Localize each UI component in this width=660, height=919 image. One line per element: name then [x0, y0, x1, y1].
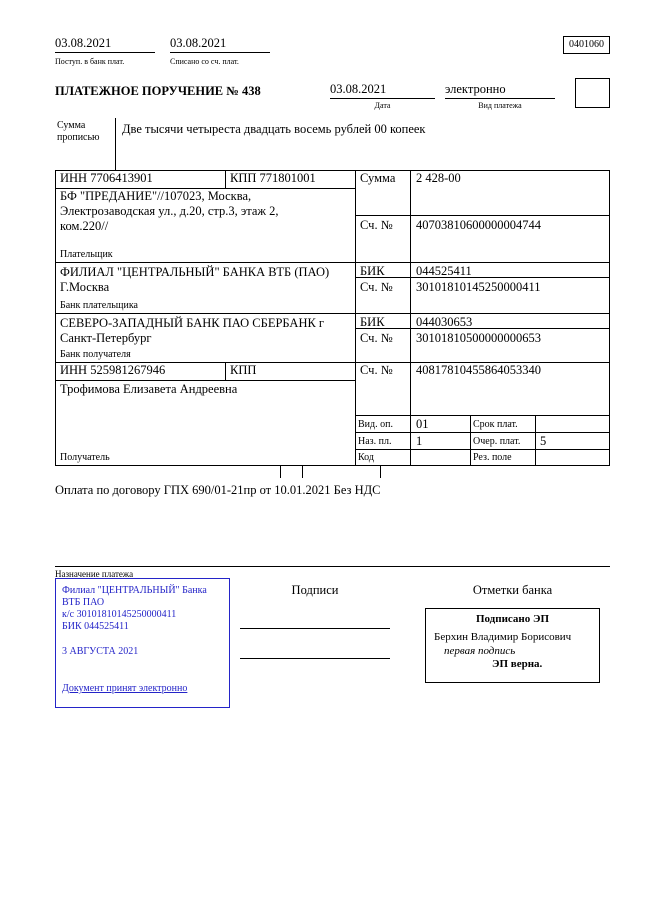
received-in-bank-date: 03.08.2021 — [55, 36, 155, 53]
table-line — [355, 432, 610, 433]
debited-label: Списано со сч. плат. — [170, 57, 239, 66]
payee-name: Трофимова Елизавета Андреевна — [60, 382, 238, 396]
table-line — [225, 362, 226, 380]
stamp-bank-name: Филиал "ЦЕНТРАЛЬНЫЙ" Банка ВТБ ПАО — [62, 585, 207, 608]
table-line — [55, 380, 355, 381]
payer-kpp: КПП 771801001 — [230, 171, 316, 185]
payee-inn: ИНН 525981267946 — [60, 363, 166, 377]
payer-bank-account-label: Сч. № — [360, 280, 393, 294]
payee-account-label: Сч. № — [360, 363, 393, 377]
payee-kpp-label: КПП — [230, 363, 257, 377]
payer-bank-bik: 044525411 — [416, 264, 472, 278]
table-line — [355, 328, 610, 329]
form-code-box: 0401060 — [563, 36, 610, 54]
signature-line — [240, 658, 390, 659]
priority-value: 5 — [540, 434, 547, 448]
esign-title: Подписано ЭП — [475, 613, 550, 625]
form-tick — [302, 466, 303, 478]
payer-name: БФ "ПРЕДАНИЕ"//107023, Москва, Электрозаводская ул., д.20, стр.3, этаж 2, ком.220// — [60, 189, 279, 233]
esign-signer-name: Берхин Владимир Борисович — [434, 630, 572, 643]
status-box — [575, 78, 610, 108]
payer-bank-name: ФИЛИАЛ "ЦЕНТРАЛЬНЫЙ" БАНКА ВТБ (ПАО) Г.Москва — [60, 265, 330, 294]
payment-kind-label: Вид платежа — [478, 101, 522, 110]
stamp-date: 3 АВГУСТА 2021 — [62, 646, 139, 657]
amount-words-label: Сумма прописью — [57, 120, 100, 143]
payer-bank-account: 30101810145250000411 — [416, 280, 541, 294]
sum-value: 2 428-00 — [416, 171, 461, 185]
payment-kind: электронно — [445, 82, 555, 99]
payment-purpose-text: Оплата по договору ГПХ 690/01-21пр от 10.01.2021 Без НДС — [55, 483, 381, 497]
table-line — [225, 170, 226, 188]
payer-bank-label: Банк плательщика — [60, 300, 138, 311]
payer-account: 40703810600000004744 — [416, 218, 541, 232]
code-label: Код — [358, 452, 374, 463]
payee-bank-name: СЕВЕРО-ЗАПАДНЫЙ БАНК ПАО СБЕРБАНК г Санкт-Петербург — [60, 316, 325, 345]
debited-date: 03.08.2021 — [170, 36, 270, 53]
reserve-field-label: Рез. поле — [473, 452, 512, 463]
payee-bank-label: Банк получателя — [60, 349, 131, 360]
table-line — [55, 313, 610, 314]
esign-subtitle: первая подпись — [444, 644, 516, 657]
stamp-note: Документ принят электронно — [62, 683, 188, 694]
table-line — [355, 215, 610, 216]
payer-bank-bik-label: БИК — [360, 264, 385, 278]
amount-words-divider — [115, 118, 116, 170]
table-line — [355, 449, 610, 450]
payer-inn: ИНН 7706413901 — [60, 171, 153, 185]
form-tick — [380, 466, 381, 478]
payment-purpose-label: Назначение платежа — [55, 569, 134, 579]
payee-bank-account: 30101810500000000653 — [416, 331, 541, 345]
payer-account-label: Сч. № — [360, 218, 393, 232]
esign-verified: ЭП верна. — [492, 658, 543, 671]
payee-account: 40817810455864053340 — [416, 363, 541, 377]
table-line — [355, 277, 610, 278]
op-type-label: Вид. оп. — [358, 419, 393, 430]
table-line — [470, 415, 471, 466]
document-date: 03.08.2021 — [330, 82, 435, 99]
payee-bank-bik: 044030653 — [416, 315, 473, 329]
table-line — [410, 170, 411, 466]
document-title: ПЛАТЕЖНОЕ ПОРУЧЕНИЕ № 438 — [55, 84, 261, 98]
received-in-bank-label: Поступ. в банк плат. — [55, 57, 125, 66]
purpose-code-value: 1 — [416, 434, 423, 448]
table-line — [55, 262, 610, 263]
op-type-value: 01 — [416, 417, 429, 431]
stamp-bik: БИК 044525411 — [62, 621, 129, 632]
purpose-code-label: Наз. пл. — [358, 436, 392, 447]
esign-stamp — [425, 608, 600, 683]
amount-words-value: Две тысячи четыреста двадцать восемь рублей 00 копеек — [122, 122, 426, 136]
payee-bank-bik-label: БИК — [360, 315, 385, 329]
due-date-label: Срок плат. — [473, 419, 518, 430]
table-line — [535, 415, 536, 466]
payee-bank-account-label: Сч. № — [360, 331, 393, 345]
payer-label: Плательщик — [60, 249, 113, 260]
signatures-header: Подписи — [291, 583, 339, 597]
payee-label: Получатель — [60, 452, 110, 463]
document-date-label: Дата — [374, 101, 391, 110]
table-line — [355, 415, 610, 416]
table-line — [355, 170, 356, 466]
priority-label: Очер. плат. — [473, 436, 521, 447]
stamp-corr-account: к/с 30101810145250000411 — [62, 609, 177, 620]
form-tick — [280, 466, 281, 478]
bank-stamp — [55, 578, 230, 708]
bank-marks-header: Отметки банка — [472, 583, 553, 597]
signature-line — [240, 628, 390, 629]
sum-label: Сумма — [360, 171, 396, 185]
purpose-underline — [55, 566, 610, 567]
